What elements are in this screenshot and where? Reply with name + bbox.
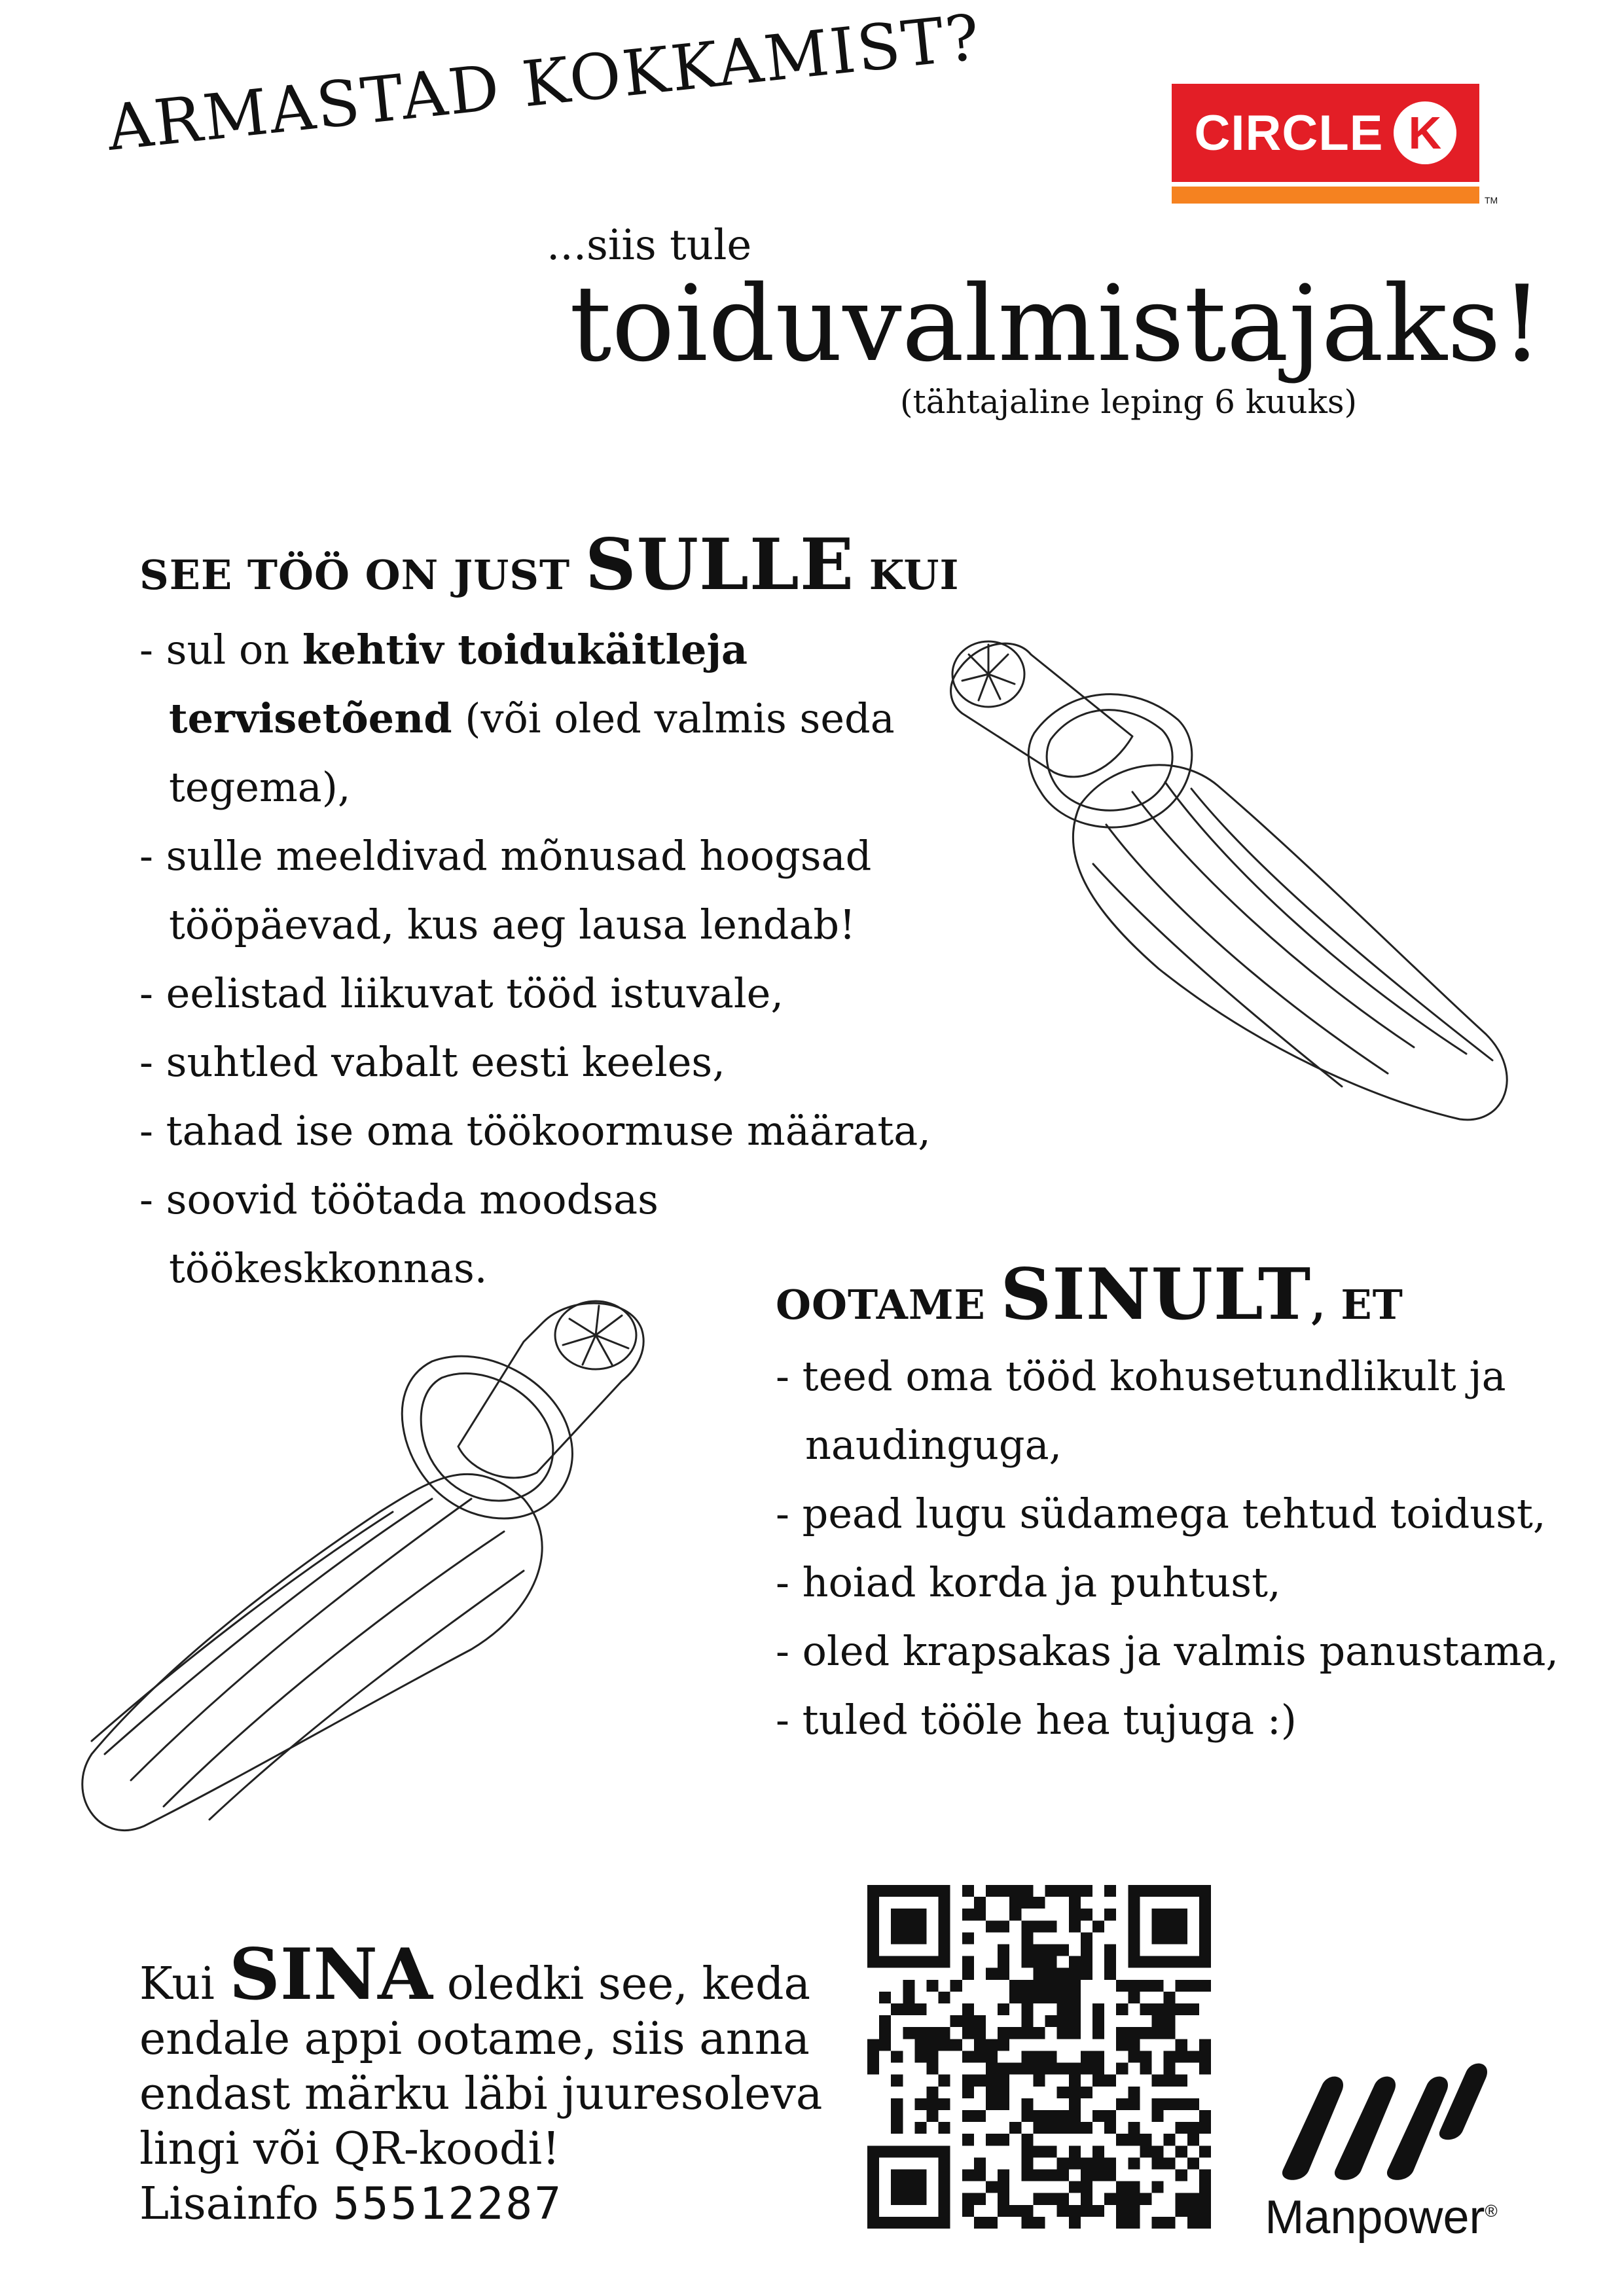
section-2-heading-post: , ET (1311, 1281, 1403, 1329)
manpower-logo (1263, 2039, 1499, 2255)
call-to-action (139, 1933, 827, 2232)
section-1-list (139, 615, 977, 1302)
circle-k-logo (1172, 84, 1498, 206)
section-1-heading-post: KUI (854, 551, 960, 599)
section-1-heading-big: SULLE (585, 524, 855, 606)
contract-note: (tähtajaline leping 6 kuuks) (900, 383, 1358, 421)
phone-number: 55512287 (333, 2178, 564, 2230)
headline: ARMASTAD KOKKAMIST? (103, 0, 985, 165)
list-item: - tuled tööle hea tujuga :) (776, 1696, 1297, 1744)
section-2-heading (776, 1253, 1403, 1336)
section-2-heading-pre: OOTAME (776, 1281, 1001, 1329)
list-item: - soovid töötada moodsas töökeskkonnas. (139, 1175, 659, 1292)
section-2-heading-big: SINULT (1000, 1253, 1312, 1336)
list-item: - teed oma tööd kohusetundlikult ja naudinguga, (776, 1352, 1506, 1469)
list-item: - tahad ise oma töökoormuse määrata, (139, 1107, 931, 1155)
cta-post: oledki see, keda endale appi ootame, siis anna endast märku läbi juuresoleva lingi või QR-koodi! (139, 1958, 823, 2175)
section-1-heading-pre: SEE TÖÖ ON JUST (139, 551, 585, 599)
circle-k-logo-stripe (1172, 187, 1479, 204)
section-1-heading (139, 524, 960, 606)
section-2-list (776, 1342, 1594, 1754)
manpower-wordmark: Manpower® (1265, 2191, 1498, 2244)
list-item: - eelistad liikuvat tööd istuvale, (139, 969, 784, 1017)
list-item: - sulle meeldivad mõnusad hoogsad tööpäevad, kus aeg lausa lendab! (139, 832, 872, 948)
circle-k-logo-red (1172, 84, 1479, 182)
intro-text: ...siis tule (547, 221, 752, 270)
manpower-logo-mark (1263, 2039, 1499, 2189)
qr-code[interactable] (867, 1885, 1211, 2229)
list-item: - sul on kehtiv toidukäitleja tervisetõend (või oled valmis seda tegema), (139, 626, 895, 811)
corn-dog-icon (65, 1283, 740, 1872)
cta-pre: Kui (139, 1958, 215, 2010)
list-item: - suhtled vabalt eesti keeles, (139, 1038, 725, 1086)
cta-big: SINA (228, 1933, 433, 2016)
cta-info-label: Lisainfo (139, 2178, 319, 2230)
corn-dog-icon (916, 628, 1545, 1139)
list-item: - pead lugu südamega tehtud toidust, (776, 1490, 1546, 1537)
circle-k-logo-text: CIRCLE (1194, 105, 1384, 161)
circle-k-trademark: TM (1485, 195, 1498, 206)
list-item: - hoiad korda ja puhtust, (776, 1558, 1281, 1606)
position-title: toiduvalmistajaks! (569, 262, 1543, 385)
circle-k-logo-k: K (1394, 101, 1456, 164)
list-item: - oled krapsakas ja valmis panustama, (776, 1627, 1559, 1675)
